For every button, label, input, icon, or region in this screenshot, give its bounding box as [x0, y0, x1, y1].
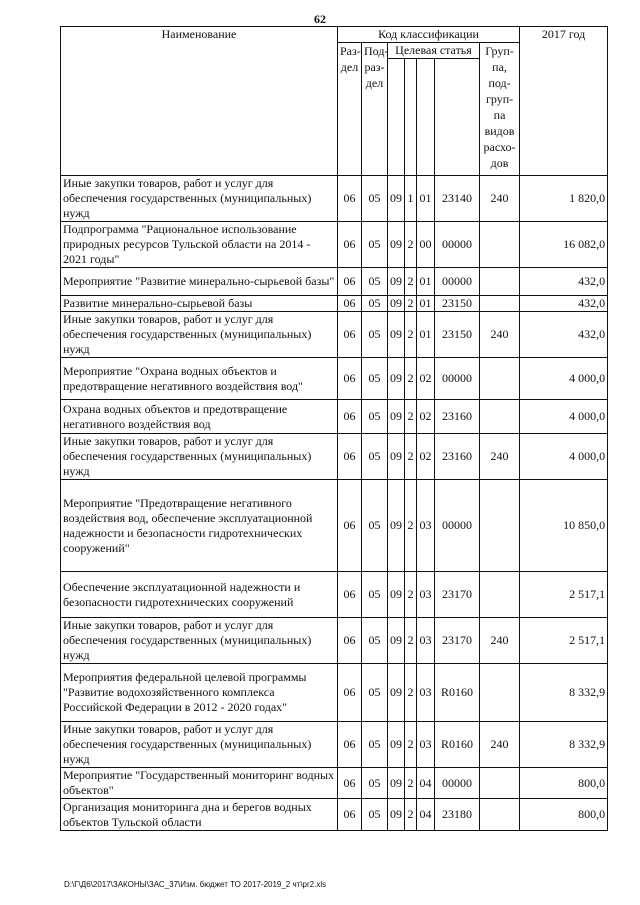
- table-row: [61, 296, 608, 312]
- row-razdel: 06: [338, 768, 362, 799]
- row-expense-group: [480, 400, 520, 434]
- row-expense-group: [480, 268, 520, 296]
- header-code: Код классификации: [338, 27, 520, 43]
- table-row: [61, 618, 608, 664]
- row-target-program: 09: [388, 176, 405, 222]
- row-amount: 2 517,1: [520, 572, 608, 618]
- row-target-event: 02: [417, 400, 435, 434]
- row-name: Обеспечение эксплуатационной надежности и безопасности гидротехнических сооружений: [61, 572, 338, 618]
- row-podrazdel: 05: [362, 296, 388, 312]
- row-name: Подпрограмма "Рациональное использование природных ресурсов Тульской области на 2014 - 2021 годы": [61, 222, 338, 268]
- page-number: 62: [314, 12, 326, 26]
- row-podrazdel: 05: [362, 222, 388, 268]
- row-name: Мероприятие "Предотвращение негативного воздействия вод, обеспечение эксплуатационной надежности и безопасности гидротехнических сооружений": [61, 480, 338, 572]
- row-amount: 4 000,0: [520, 358, 608, 400]
- row-expense-group: [480, 358, 520, 400]
- row-podrazdel: 05: [362, 722, 388, 768]
- row-razdel: 06: [338, 312, 362, 358]
- row-podrazdel: 05: [362, 312, 388, 358]
- row-target-event: 01: [417, 312, 435, 358]
- row-target-event: 03: [417, 664, 435, 722]
- row-expense-group: 240: [480, 312, 520, 358]
- table-row: [61, 768, 608, 799]
- row-target-subprogram: 2: [405, 722, 417, 768]
- row-podrazdel: 05: [362, 176, 388, 222]
- table-row: [61, 664, 608, 722]
- row-target-direction: 00000: [435, 358, 480, 400]
- row-expense-group: 240: [480, 722, 520, 768]
- table-row: [61, 222, 608, 268]
- row-name: Мероприятие "Охрана водных объектов и предотвращение негативного воздействия вод": [61, 358, 338, 400]
- table-row: [61, 572, 608, 618]
- row-amount: 432,0: [520, 296, 608, 312]
- row-expense-group: 240: [480, 434, 520, 480]
- row-target-direction: 00000: [435, 480, 480, 572]
- row-podrazdel: 05: [362, 664, 388, 722]
- row-amount: 8 332,9: [520, 722, 608, 768]
- row-target-program: 09: [388, 268, 405, 296]
- row-amount: 8 332,9: [520, 664, 608, 722]
- row-target-program: 09: [388, 664, 405, 722]
- row-target-direction: 00000: [435, 222, 480, 268]
- row-target-direction: 23160: [435, 434, 480, 480]
- row-name: Иные закупки товаров, работ и услуг для обеспечения государственных (муниципальных) нужд: [61, 176, 338, 222]
- row-podrazdel: 05: [362, 400, 388, 434]
- row-podrazdel: 05: [362, 434, 388, 480]
- row-amount: 432,0: [520, 268, 608, 296]
- row-razdel: 06: [338, 664, 362, 722]
- header-razdel: Раз- дел: [338, 43, 362, 176]
- row-razdel: 06: [338, 222, 362, 268]
- row-name: Иные закупки товаров, работ и услуг для обеспечения государственных (муниципальных) нужд: [61, 312, 338, 358]
- table-row: [61, 176, 608, 222]
- row-target-program: 09: [388, 358, 405, 400]
- header-target: Целевая статья: [388, 43, 480, 59]
- row-target-subprogram: 2: [405, 400, 417, 434]
- row-target-event: 00: [417, 222, 435, 268]
- row-target-direction: R0160: [435, 722, 480, 768]
- header-group: Груп- па, под- груп- па видов расхо- дов: [480, 43, 520, 176]
- row-amount: 432,0: [520, 312, 608, 358]
- header-podrazdel: Под- раз- дел: [362, 43, 388, 176]
- row-target-subprogram: 2: [405, 618, 417, 664]
- header-name: Наименование: [61, 27, 338, 176]
- row-target-direction: 23180: [435, 799, 480, 831]
- row-amount: 800,0: [520, 768, 608, 799]
- row-target-subprogram: 2: [405, 572, 417, 618]
- row-name: Мероприятие "Государственный мониторинг водных объектов": [61, 768, 338, 799]
- budget-table: [60, 26, 608, 831]
- row-amount: 4 000,0: [520, 400, 608, 434]
- table-row: [61, 480, 608, 572]
- row-amount: 10 850,0: [520, 480, 608, 572]
- row-target-subprogram: 2: [405, 296, 417, 312]
- table-row: [61, 268, 608, 296]
- row-target-program: 09: [388, 722, 405, 768]
- row-podrazdel: 05: [362, 358, 388, 400]
- row-target-program: 09: [388, 434, 405, 480]
- table-row: [61, 358, 608, 400]
- row-target-event: 03: [417, 480, 435, 572]
- row-podrazdel: 05: [362, 799, 388, 831]
- row-razdel: 06: [338, 480, 362, 572]
- row-target-event: 03: [417, 618, 435, 664]
- row-target-direction: R0160: [435, 664, 480, 722]
- table-row: [61, 312, 608, 358]
- row-target-direction: 00000: [435, 768, 480, 799]
- row-amount: 4 000,0: [520, 434, 608, 480]
- row-target-event: 02: [417, 358, 435, 400]
- row-razdel: 06: [338, 400, 362, 434]
- row-target-program: 09: [388, 768, 405, 799]
- row-target-program: 09: [388, 312, 405, 358]
- row-target-direction: 23150: [435, 296, 480, 312]
- row-expense-group: [480, 296, 520, 312]
- row-target-subprogram: 2: [405, 268, 417, 296]
- row-target-subprogram: 2: [405, 312, 417, 358]
- row-name: Организация мониторинга дна и берегов водных объектов Тульской области: [61, 799, 338, 831]
- row-podrazdel: 05: [362, 618, 388, 664]
- row-target-event: 04: [417, 799, 435, 831]
- row-target-program: 09: [388, 480, 405, 572]
- row-amount: 16 082,0: [520, 222, 608, 268]
- row-expense-group: [480, 799, 520, 831]
- row-podrazdel: 05: [362, 268, 388, 296]
- row-razdel: 06: [338, 296, 362, 312]
- row-amount: 800,0: [520, 799, 608, 831]
- row-target-event: 01: [417, 268, 435, 296]
- row-target-subprogram: 1: [405, 176, 417, 222]
- row-razdel: 06: [338, 618, 362, 664]
- row-target-direction: 23150: [435, 312, 480, 358]
- row-expense-group: [480, 222, 520, 268]
- table-row: [61, 434, 608, 480]
- row-expense-group: [480, 768, 520, 799]
- row-expense-group: [480, 572, 520, 618]
- row-target-direction: 23170: [435, 618, 480, 664]
- row-target-program: 09: [388, 296, 405, 312]
- table-row: [61, 722, 608, 768]
- header-year: 2017 год: [520, 27, 608, 176]
- row-target-subprogram: 2: [405, 222, 417, 268]
- row-name: Иные закупки товаров, работ и услуг для обеспечения государственных (муниципальных) нужд: [61, 618, 338, 664]
- row-razdel: 06: [338, 358, 362, 400]
- row-target-subprogram: 2: [405, 799, 417, 831]
- row-podrazdel: 05: [362, 572, 388, 618]
- row-target-subprogram: 2: [405, 768, 417, 799]
- row-target-program: 09: [388, 618, 405, 664]
- row-target-event: 03: [417, 572, 435, 618]
- row-target-subprogram: 2: [405, 434, 417, 480]
- row-razdel: 06: [338, 434, 362, 480]
- footer-path: D:\Г\Д6\2017\ЗАКОНЫ\ЗАС_37\Изм. бюджет ТО 2017-2019_2 чт\pr2.xls: [64, 880, 327, 889]
- row-expense-group: 240: [480, 176, 520, 222]
- row-target-direction: 00000: [435, 268, 480, 296]
- row-razdel: 06: [338, 268, 362, 296]
- row-podrazdel: 05: [362, 480, 388, 572]
- row-target-event: 01: [417, 296, 435, 312]
- row-amount: 2 517,1: [520, 618, 608, 664]
- row-target-program: 09: [388, 799, 405, 831]
- row-target-event: 03: [417, 722, 435, 768]
- row-target-program: 09: [388, 222, 405, 268]
- table-row: [61, 400, 608, 434]
- row-podrazdel: 05: [362, 768, 388, 799]
- row-target-direction: 23140: [435, 176, 480, 222]
- row-name: Иные закупки товаров, работ и услуг для обеспечения государственных (муниципальных) нужд: [61, 434, 338, 480]
- row-target-event: 02: [417, 434, 435, 480]
- row-name: Иные закупки товаров, работ и услуг для обеспечения государственных (муниципальных) нужд: [61, 722, 338, 768]
- row-target-event: 01: [417, 176, 435, 222]
- row-target-program: 09: [388, 400, 405, 434]
- row-target-program: 09: [388, 572, 405, 618]
- row-name: Мероприятия федеральной целевой программы "Развитие водохозяйственного комплекса Российской Федерации в 2012 - 2020 годах": [61, 664, 338, 722]
- row-amount: 1 820,0: [520, 176, 608, 222]
- table-row: [61, 799, 608, 831]
- row-expense-group: 240: [480, 618, 520, 664]
- row-name: Развитие минерально-сырьевой базы: [61, 296, 338, 312]
- row-target-subprogram: 2: [405, 664, 417, 722]
- row-razdel: 06: [338, 799, 362, 831]
- row-target-subprogram: 2: [405, 480, 417, 572]
- row-name: Мероприятие "Развитие минерально-сырьевой базы": [61, 268, 338, 296]
- row-target-subprogram: 2: [405, 358, 417, 400]
- row-target-direction: 23160: [435, 400, 480, 434]
- row-razdel: 06: [338, 722, 362, 768]
- row-razdel: 06: [338, 572, 362, 618]
- row-target-event: 04: [417, 768, 435, 799]
- row-target-direction: 23170: [435, 572, 480, 618]
- row-expense-group: [480, 480, 520, 572]
- row-razdel: 06: [338, 176, 362, 222]
- row-name: Охрана водных объектов и предотвращение негативного воздействия вод: [61, 400, 338, 434]
- row-expense-group: [480, 664, 520, 722]
